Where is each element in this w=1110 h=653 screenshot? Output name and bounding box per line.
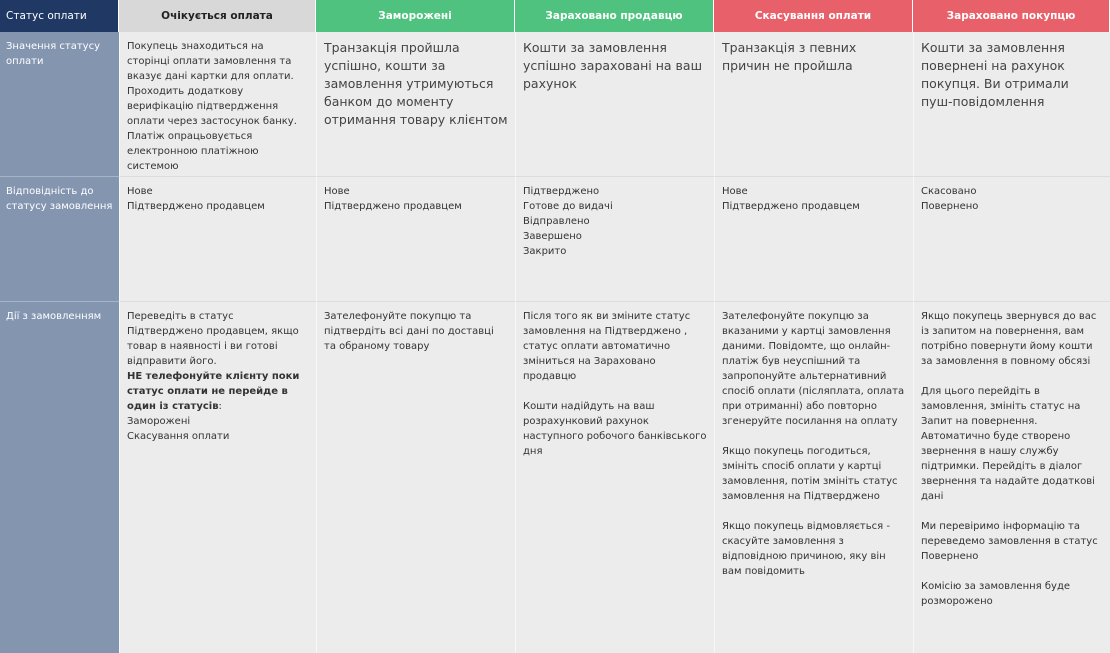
header-frozen: Заморожені bbox=[316, 0, 515, 32]
actions-paragraph: Якщо покупець звернувся до вас із запитом на повернення, вам потрібно повернути йому кошти за замовлення в повному обсязі bbox=[921, 311, 1097, 367]
cell-meaning-cancelled: Транзакція з певних причин не пройшла bbox=[714, 32, 913, 177]
row-label-actions: Дії з замовленням bbox=[0, 302, 119, 653]
order-status-item: Нове bbox=[127, 186, 153, 197]
paragraph-gap bbox=[921, 564, 1103, 579]
actions-paragraph: Кошти надійдуть на ваш розрахунковий рахунок наступного робочого банківського дня bbox=[523, 401, 707, 457]
paragraph-gap bbox=[722, 504, 906, 519]
header-credited-buyer: Зараховано покупцю bbox=[913, 0, 1110, 32]
paragraph-gap bbox=[523, 384, 707, 399]
actions-paragraph: Зателефонуйте покупцю за вказаними у картці замовлення даними. Повідомте, що онлайн-платіж був неуспішний та запропонуйте альтернативний спосіб оплати (післяплата, оплата при отриманні) або повторно згенеруйте посилання на оплату bbox=[722, 311, 905, 427]
actions-paragraph: Після того як ви зміните статус замовлення на Підтверджено , статус оплати автоматично зміниться на Зараховано продавцю bbox=[523, 311, 691, 382]
order-status-item: Скасовано bbox=[921, 186, 977, 197]
order-status-item: Готове до видачі bbox=[523, 201, 613, 212]
actions-warning bbox=[127, 371, 299, 412]
actions-warning-colon: : bbox=[218, 401, 222, 412]
paragraph-gap bbox=[722, 429, 906, 444]
cell-actions-cancelled bbox=[714, 302, 913, 653]
actions-list-item: Заморожені bbox=[127, 416, 191, 427]
order-status-item: Завершено bbox=[523, 231, 582, 242]
actions-paragraph: Ми перевіримо інформацію та переведемо замовлення в статус Повернено bbox=[921, 521, 1098, 562]
header-payment-cancelled: Скасування оплати bbox=[714, 0, 913, 32]
cell-meaning-credited-seller: Кошти за замовлення успішно зараховані на ваш рахунок bbox=[515, 32, 714, 177]
order-status-item: Нове bbox=[722, 186, 748, 197]
actions-list-item: Скасування оплати bbox=[127, 431, 230, 442]
order-status-item: Закрито bbox=[523, 246, 567, 257]
cell-meaning-credited-buyer: Кошти за замовлення повернені на рахунок покупця. Ви отримали пуш-повідомлення bbox=[913, 32, 1110, 177]
header-payment-status: Статус оплати bbox=[0, 0, 119, 32]
order-status-item: Підтверджено продавцем bbox=[324, 201, 462, 212]
actions-paragraph: Комісію за замовлення буде розморожено bbox=[921, 581, 1071, 607]
paragraph-gap bbox=[921, 504, 1103, 519]
order-status-item: Повернено bbox=[921, 201, 979, 212]
cell-actions-credited-seller bbox=[515, 302, 714, 653]
cell-actions-awaiting bbox=[119, 302, 316, 653]
cell-order-status-credited-seller bbox=[515, 177, 714, 302]
cell-meaning-frozen: Транзакція пройшла успішно, кошти за замовлення утримуються банком до моменту отримання товару клієнтом bbox=[316, 32, 515, 177]
actions-paragraph: Якщо покупець відмовляється - скасуйте замовлення з відповідною причиною, яку він вам повідомить bbox=[722, 521, 890, 577]
cell-meaning-awaiting: Покупець знаходиться на сторінці оплати замовлення та вказує дані картки для оплати. Проходить додаткову верифікацію підтвердження оплати через застосунок банку. Платіж опрацьовується електронною платіжною системою bbox=[119, 32, 316, 177]
paragraph-gap bbox=[921, 369, 1103, 384]
actions-warning-bold: НЕ телефонуйте клієнту поки статус оплати не перейде в один із статусів bbox=[127, 371, 300, 412]
cell-order-status-cancelled bbox=[714, 177, 913, 302]
actions-paragraph: Для цього перейдіть в замовлення, змініть статус на Запит на повернення. Автоматично буде створено звернення в нашу службу підтримки. Перейдіть в діалог звернення та надайте додаткові дані bbox=[921, 386, 1095, 502]
header-credited-seller: Зараховано продавцю bbox=[515, 0, 714, 32]
cell-order-status-frozen bbox=[316, 177, 515, 302]
cell-order-status-credited-buyer bbox=[913, 177, 1110, 302]
order-status-item: Підтверджено продавцем bbox=[127, 201, 265, 212]
row-label-order-status: Відповідність до статусу замовлення bbox=[0, 177, 119, 302]
cell-actions-frozen: Зателефонуйте покупцю та підтвердіть всі дані по доставці та обраному товару bbox=[316, 302, 515, 653]
actions-paragraph: Якщо покупець погодиться, змініть спосіб оплати у картці замовлення, потім змініть статус замовлення на Підтверджено bbox=[722, 446, 898, 502]
header-awaiting-payment: Очікується оплата bbox=[119, 0, 316, 32]
row-label-status-meaning: Значення статусу оплати bbox=[0, 32, 119, 177]
cell-actions-credited-buyer bbox=[913, 302, 1110, 653]
order-status-item: Підтверджено продавцем bbox=[722, 201, 860, 212]
cell-order-status-awaiting bbox=[119, 177, 316, 302]
order-status-item: Відправлено bbox=[523, 216, 590, 227]
order-status-item: Підтверджено bbox=[523, 186, 600, 197]
order-status-item: Нове bbox=[324, 186, 350, 197]
actions-paragraph: Переведіть в статус Підтверджено продавцем, якщо товар в наявності і ви готові відправити його. bbox=[127, 311, 299, 367]
